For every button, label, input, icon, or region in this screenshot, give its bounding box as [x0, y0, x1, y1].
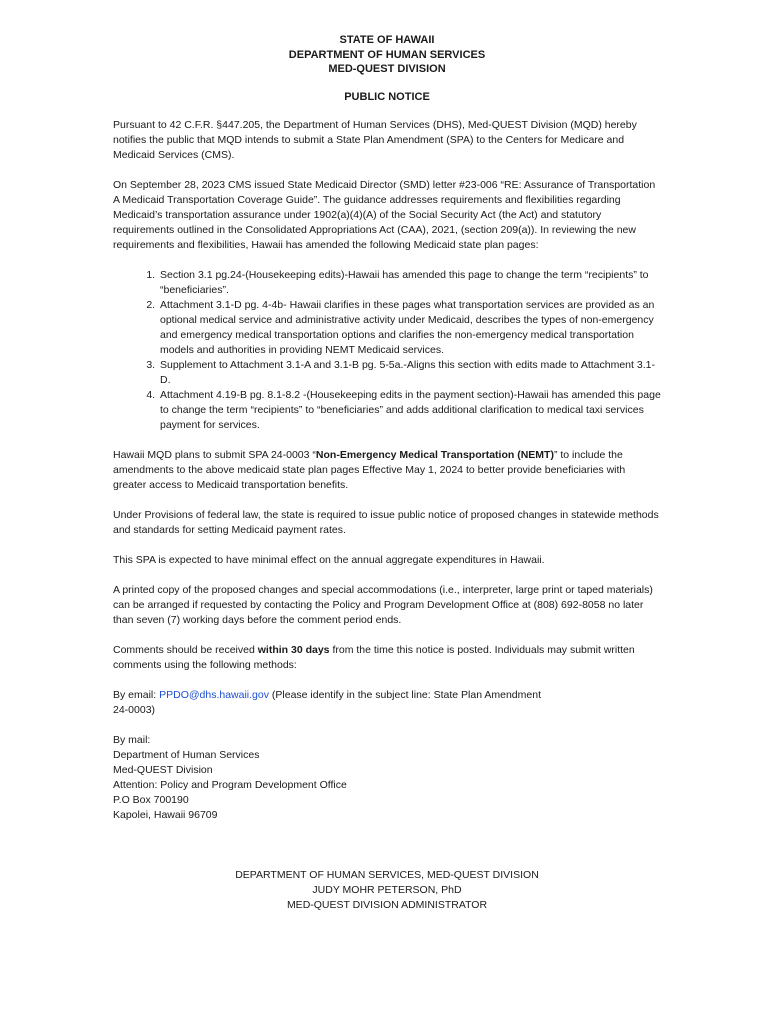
footer-department: DEPARTMENT OF HUMAN SERVICES, MED-QUEST DIVISION: [235, 869, 539, 881]
address-line: P.O Box 700190: [113, 793, 189, 806]
comments-paragraph: [113, 643, 661, 673]
header-division: MED-QUEST DIVISION: [328, 63, 446, 75]
by-email-note-line2: 24-0003): [113, 703, 156, 716]
footer-administrator-name: JUDY MOHR PETERSON, PhD: [312, 884, 462, 896]
printed-copy-paragraph: A printed copy of the proposed changes and special accommodations (i.e., interpreter, large print or taped materials) can be arranged if requested by contacting the Policy and Program Development Office at (808) 692-8058 no later than seven (7) working days before the comment period ends.: [113, 583, 653, 626]
amended-pages-list: [113, 268, 661, 433]
list-item: 3. Supplement to Attachment 3.1-A and 3.1-B pg. 5-5a.-Aligns this section with edits made to Attachment 3.1-D.: [158, 358, 661, 388]
spa-text-before: Hawaii MQD plans to submit SPA 24-0003 “: [113, 448, 316, 461]
federal-law-paragraph: Under Provisions of federal law, the state is required to issue public notice of proposed changes in statewide methods and standards for setting Medicaid payment rates.: [113, 508, 659, 536]
list-item: 4. Attachment 4.19-B pg. 8.1-8.2 -(Housekeeping edits in the payment section)-Hawaii has amended this page to change the term “recipients” to “beneficiaries” and adds additional clarification to medical taxi services payment for services.: [158, 388, 661, 433]
address-line: Kapolei, Hawaii 96709: [113, 808, 218, 821]
address-line: Department of Human Services: [113, 748, 260, 761]
address-line: Med-QUEST Division: [113, 763, 213, 776]
document-footer: [113, 868, 661, 913]
notice-title: PUBLIC NOTICE: [344, 90, 430, 103]
document-page: [113, 33, 661, 823]
address-line: Attention: Policy and Program Development Office: [113, 778, 347, 791]
header-state: STATE OF HAWAII: [339, 34, 435, 46]
by-mail-section: [113, 733, 661, 823]
smd-paragraph: On September 28, 2023 CMS issued State Medicaid Director (SMD) letter #23-006 “RE: Assurance of Transportation A Medicaid Transportation Coverage Guide”. The guidance addresses requirements and flexibilities regarding Medicaid’s transportation assurance under 1902(a)(4)(A) of the Social Security Act (the Act) and statutory requirements outlined in the Consolidated Appropriations Act (CAA), 2021, (section 209(a)). In reviewing the new requirements and flexibilities, Hawaii has amended the following Medicaid state plan pages:: [113, 178, 656, 251]
header-department: DEPARTMENT OF HUMAN SERVICES: [288, 48, 486, 61]
by-email-note: (Please identify in the subject line: State Plan Amendment: [269, 688, 541, 701]
list-item: 2. Attachment 3.1-D pg. 4-4b- Hawaii clarifies in these pages what transportation services are provided as an optional medical service and administrative activity under Medicaid, describes the types of non-emergency and emergency medical transportation options and clarifies the non-emergency medical transportation models and authorities in providing NEMT Medicaid services.: [158, 298, 661, 358]
spa-paragraph: [113, 448, 661, 493]
list-item: 1. Section 3.1 pg.24-(Housekeeping edits)-Hawaii has amended this page to change the term “recipients” to “beneficiaries”.: [158, 268, 661, 298]
by-email-section: [113, 688, 661, 718]
intro-paragraph: Pursuant to 42 C.F.R. §447.205, the Department of Human Services (DHS), Med-QUEST Division (MQD) hereby notifies the public that MQD intends to submit a State Plan Amendment (SPA) to the Centers for Medicare and Medicaid Services (CMS).: [113, 118, 637, 161]
spa-title-bold: Non-Emergency Medical Transportation (NEMT): [315, 448, 554, 461]
document-header: [113, 33, 661, 77]
footer-administrator-title: MED-QUEST DIVISION ADMINISTRATOR: [286, 899, 488, 911]
effect-paragraph: This SPA is expected to have minimal effect on the annual aggregate expenditures in Hawaii.: [113, 553, 545, 566]
by-mail-label: By mail:: [113, 733, 151, 746]
by-email-label: By email:: [113, 688, 160, 701]
spa-text-after: ” to include the amendments to the above medicaid state plan pages Effective May 1, 2024 to better provide beneficiaries with greater access to Medicaid transportation benefits.: [113, 448, 626, 491]
email-link[interactable]: PPDO@dhs.hawaii.gov: [159, 688, 269, 701]
comments-deadline-bold: within 30 days: [257, 643, 330, 656]
comments-text-before: Comments should be received: [113, 643, 258, 656]
comments-text-after: from the time this notice is posted. Individuals may submit written comments using the following methods:: [113, 643, 635, 671]
